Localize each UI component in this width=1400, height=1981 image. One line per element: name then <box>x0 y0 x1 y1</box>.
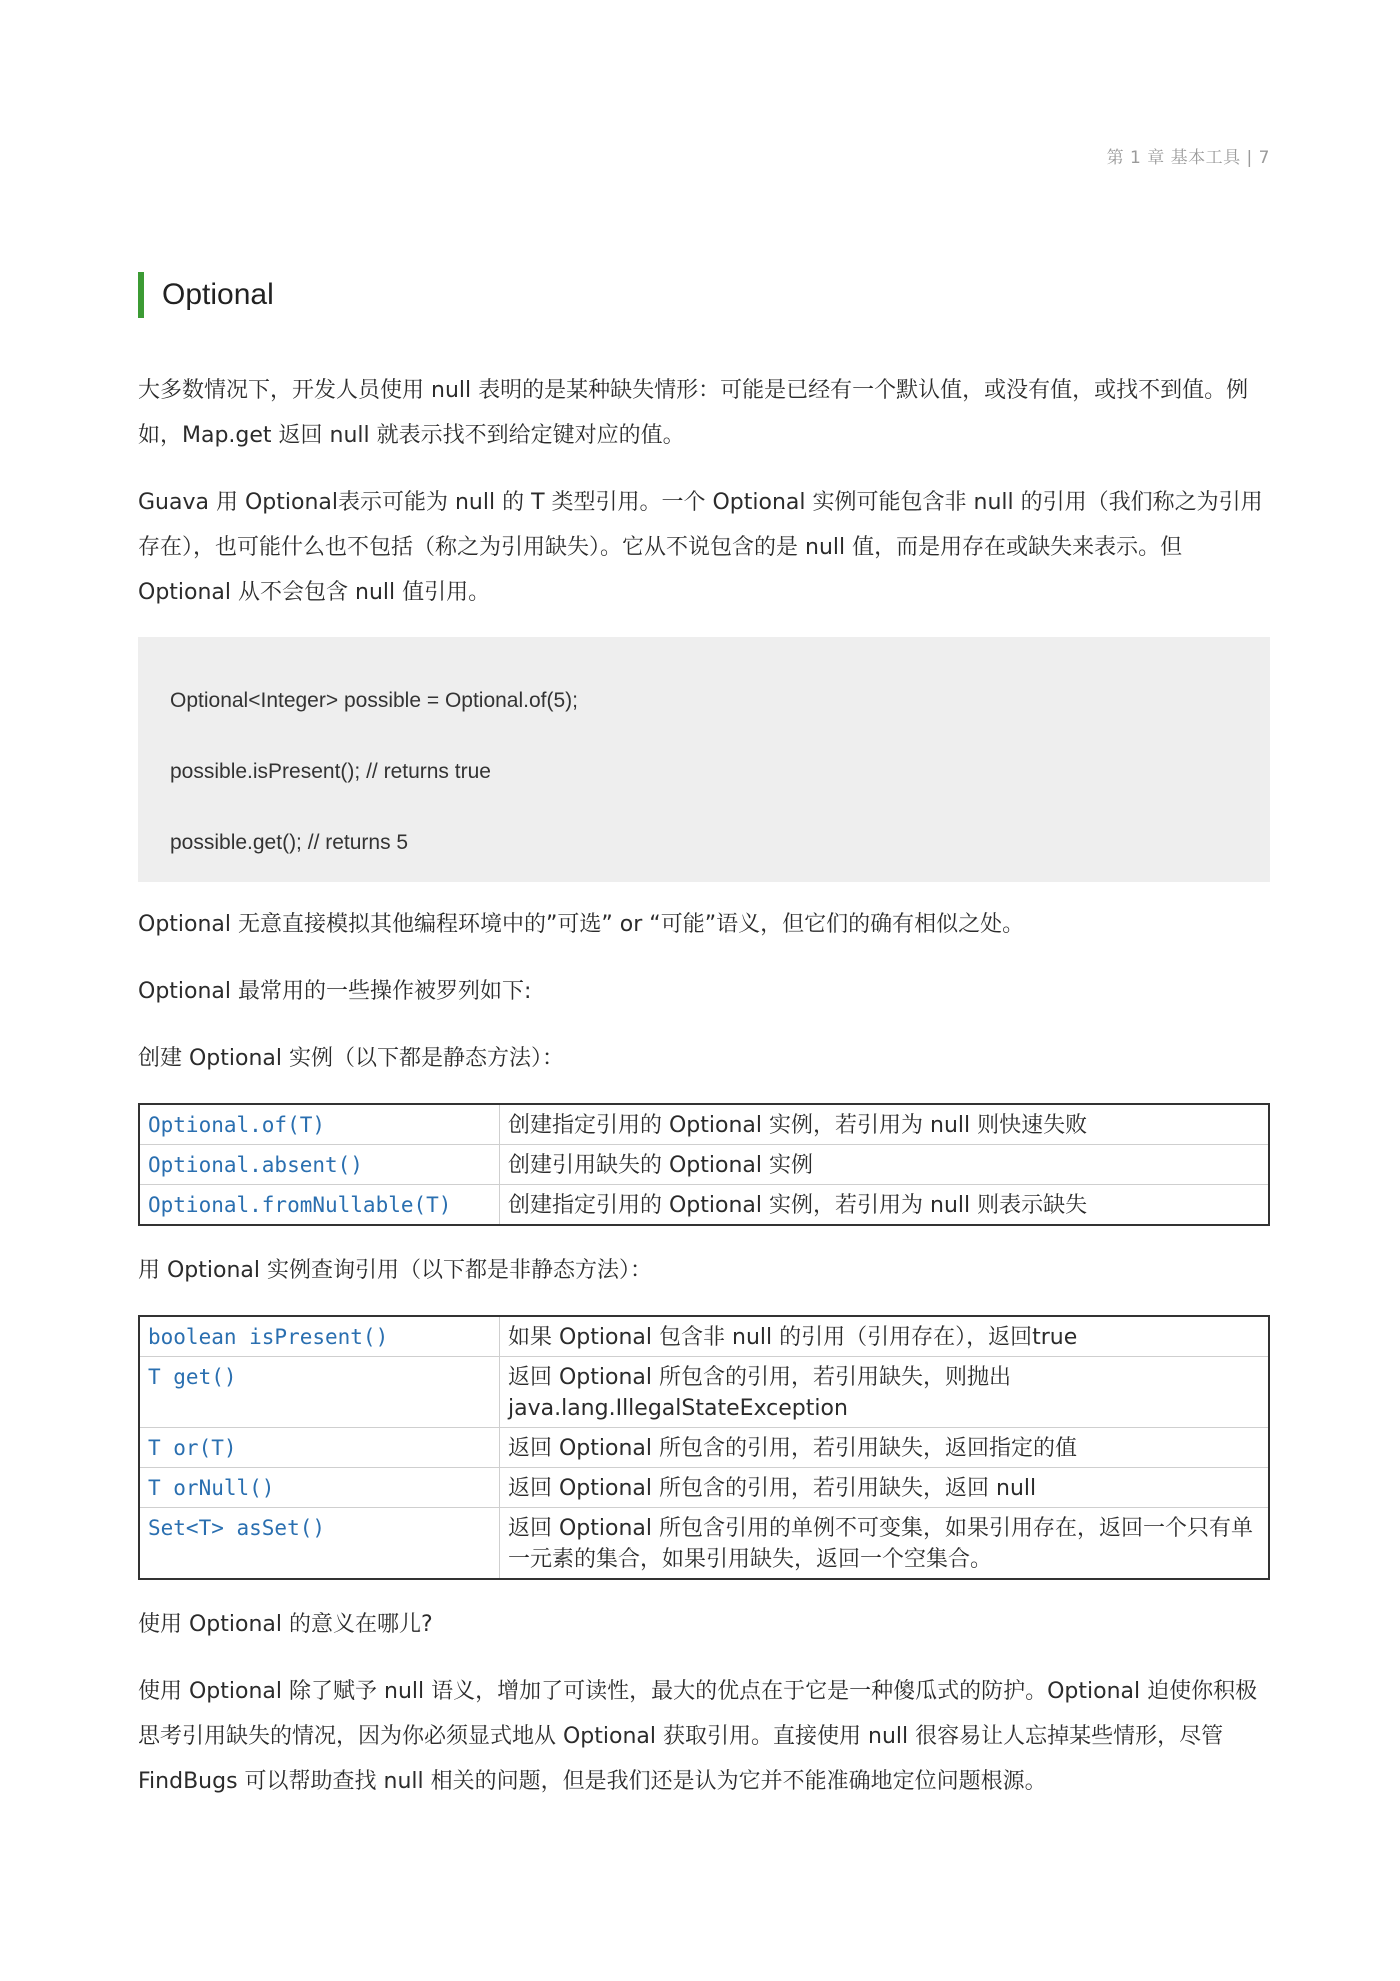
method-cell: T orNull() <box>139 1468 500 1508</box>
paragraph-intro: 大多数情况下，开发人员使用 null 表明的是某种缺失情形：可能是已经有一个默认值，或没有值，或找不到值。例如，Map.get 返回 null 就表示找不到给定键对应的值。 <box>138 378 1249 448</box>
paragraph-guava-optional: Guava 用 Optional表示可能为 null 的 T 类型引用。一个 Optional 实例可能包含非 null 的引用（我们称之为引用存在），也可能什么也不包括（称之为引用缺失）。它从不说包含的是 null 值，而是用存在或缺失来表示。但 Optional 从不会包含 null 值引用。 <box>138 490 1263 605</box>
code-line: possible.get(); // returns 5 <box>170 831 409 854</box>
method-cell: boolean isPresent() <box>139 1316 500 1357</box>
code-line: possible.isPresent(); // returns true <box>170 760 491 783</box>
method-cell: Optional.fromNullable(T) <box>139 1185 500 1226</box>
paragraph-semantics: Optional 无意直接模拟其他编程环境中的”可选” or “可能”语义，但它们的确有相似之处。 <box>138 912 1025 937</box>
heading-accent-bar <box>138 272 144 318</box>
table-row <box>139 1316 1269 1357</box>
table-row <box>139 1468 1269 1508</box>
description-cell: 返回 Optional 所包含的引用，若引用缺失，返回指定的值 <box>500 1428 1270 1468</box>
description-cell: 如果 Optional 包含非 null 的引用（引用存在），返回true <box>500 1316 1270 1357</box>
code-block <box>138 637 1270 882</box>
main-content <box>138 368 1270 1826</box>
method-cell: T or(T) <box>139 1428 500 1468</box>
table-row <box>139 1145 1269 1185</box>
instance-methods-table <box>138 1315 1270 1580</box>
paragraph-why-question: 使用 Optional 的意义在哪儿? <box>138 1612 433 1637</box>
description-cell: 返回 Optional 所包含的引用，若引用缺失，返回 null <box>500 1468 1270 1508</box>
section-heading <box>138 272 274 318</box>
method-cell: T get() <box>139 1357 500 1428</box>
description-cell: 创建指定引用的 Optional 实例，若引用为 null 则表示缺失 <box>500 1185 1270 1226</box>
table-row <box>139 1357 1269 1428</box>
method-cell: Set<T> asSet() <box>139 1508 500 1580</box>
method-cell: Optional.of(T) <box>139 1104 500 1145</box>
table-row <box>139 1185 1269 1226</box>
table-row <box>139 1428 1269 1468</box>
description-cell: 返回 Optional 所包含引用的单例不可变集，如果引用存在，返回一个只有单一元素的集合，如果引用缺失，返回一个空集合。 <box>500 1508 1270 1580</box>
description-cell: 返回 Optional 所包含的引用，若引用缺失，则抛出 java.lang.IllegalStateException <box>500 1357 1270 1428</box>
paragraph-operations: Optional 最常用的一些操作被罗列如下: <box>138 979 532 1004</box>
paragraph-why-answer: 使用 Optional 除了赋予 null 语义，增加了可读性，最大的优点在于它是一种傻瓜式的防护。Optional 迫使你积极思考引用缺失的情况，因为你必须显式地从 Optional 获取引用。直接使用 null 很容易让人忘掉某些情形，尽管 FindBugs 可以帮助查找 null 相关的问题，但是我们还是认为它并不能准确地定位问题根源。 <box>138 1679 1258 1794</box>
description-cell: 创建引用缺失的 Optional 实例 <box>500 1145 1270 1185</box>
running-header: 第 1 章 基本工具 | 7 <box>1106 148 1270 168</box>
static-methods-table <box>138 1103 1270 1226</box>
table-row <box>139 1508 1269 1580</box>
code-line: Optional<Integer> possible = Optional.of(5); <box>170 689 579 712</box>
table-row <box>139 1104 1269 1145</box>
table2-caption: 用 Optional 实例查询引用（以下都是非静态方法）： <box>138 1258 653 1283</box>
section-title: Optional <box>162 278 274 311</box>
method-cell: Optional.absent() <box>139 1145 500 1185</box>
table1-caption: 创建 Optional 实例（以下都是静态方法）： <box>138 1046 565 1071</box>
description-cell: 创建指定引用的 Optional 实例，若引用为 null 则快速失败 <box>500 1104 1270 1145</box>
